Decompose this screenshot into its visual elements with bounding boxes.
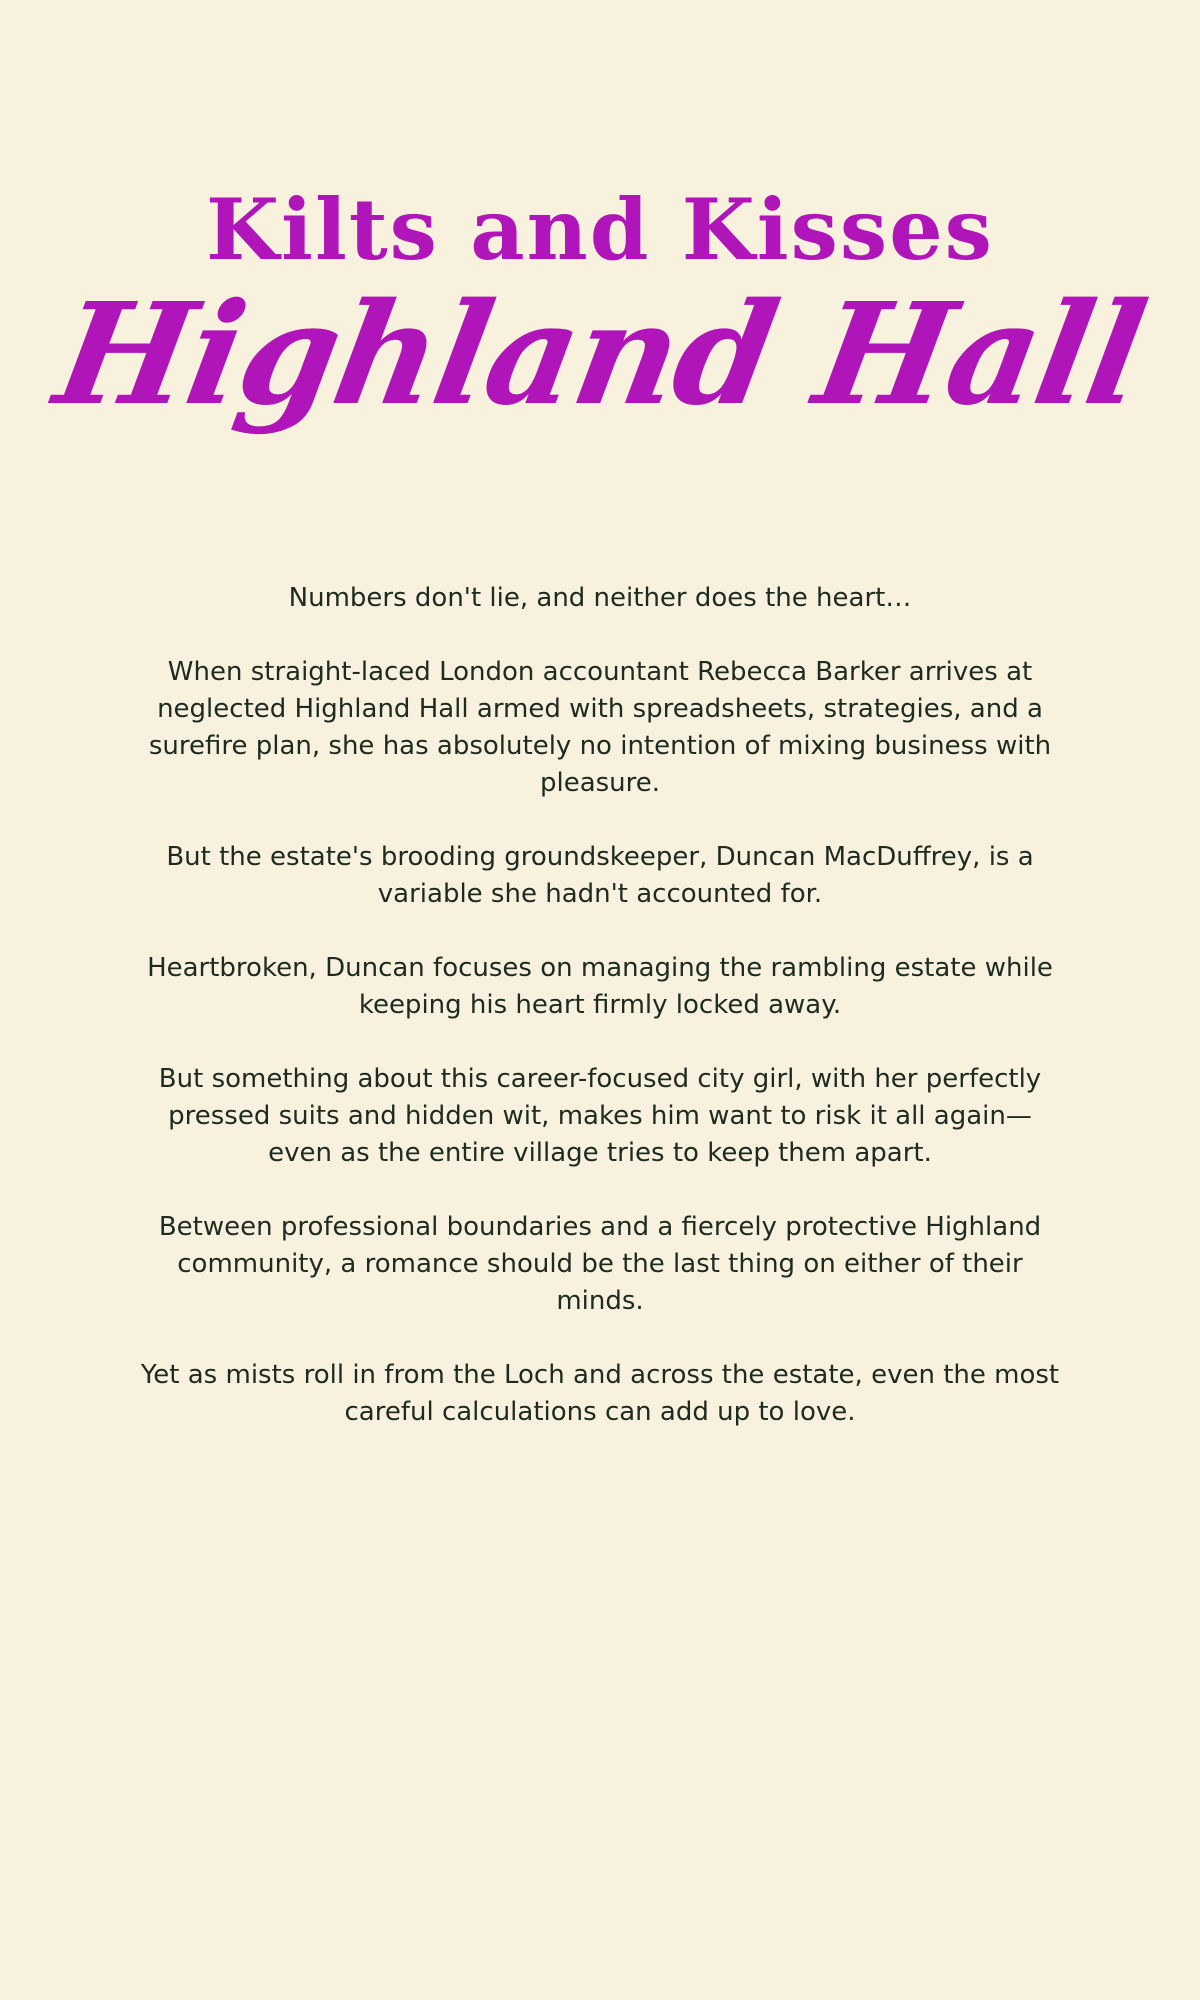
blurb xyxy=(140,580,1060,1468)
series-title: Kilts and Kisses xyxy=(206,180,994,279)
blurb-paragraph: Between professional boundaries and a fiercely protective Highland community, a romance should be the last thing on either of their minds. xyxy=(158,1212,1042,1316)
blurb-paragraph: But the estate's brooding groundskeeper, Duncan MacDuffrey, is a variable she hadn't accounted for. xyxy=(166,842,1034,909)
blurb-paragraph: Yet as mists roll in from the Loch and across the estate, even the most careful calculations can add up to love. xyxy=(140,1360,1060,1427)
blurb-paragraph-hook: Numbers don't lie, and neither does the heart… xyxy=(288,583,912,613)
blurb-paragraph: But something about this career-focused city girl, with her perfectly pressed suits and hidden wit, makes him want to risk it all again—even as the entire village tries to keep them apart. xyxy=(158,1064,1042,1168)
blurb-paragraph: When straight-laced London accountant Rebecca Barker arrives at neglected Highland Hall armed with spreadsheets, strategies, and a surefire plan, she has absolutely no intention of mixing business with pleasure. xyxy=(148,657,1052,798)
blurb-paragraph: Heartbroken, Duncan focuses on managing the rambling estate while keeping his heart firmly locked away. xyxy=(147,953,1053,1020)
book-title: Highland Hall xyxy=(45,273,1155,437)
